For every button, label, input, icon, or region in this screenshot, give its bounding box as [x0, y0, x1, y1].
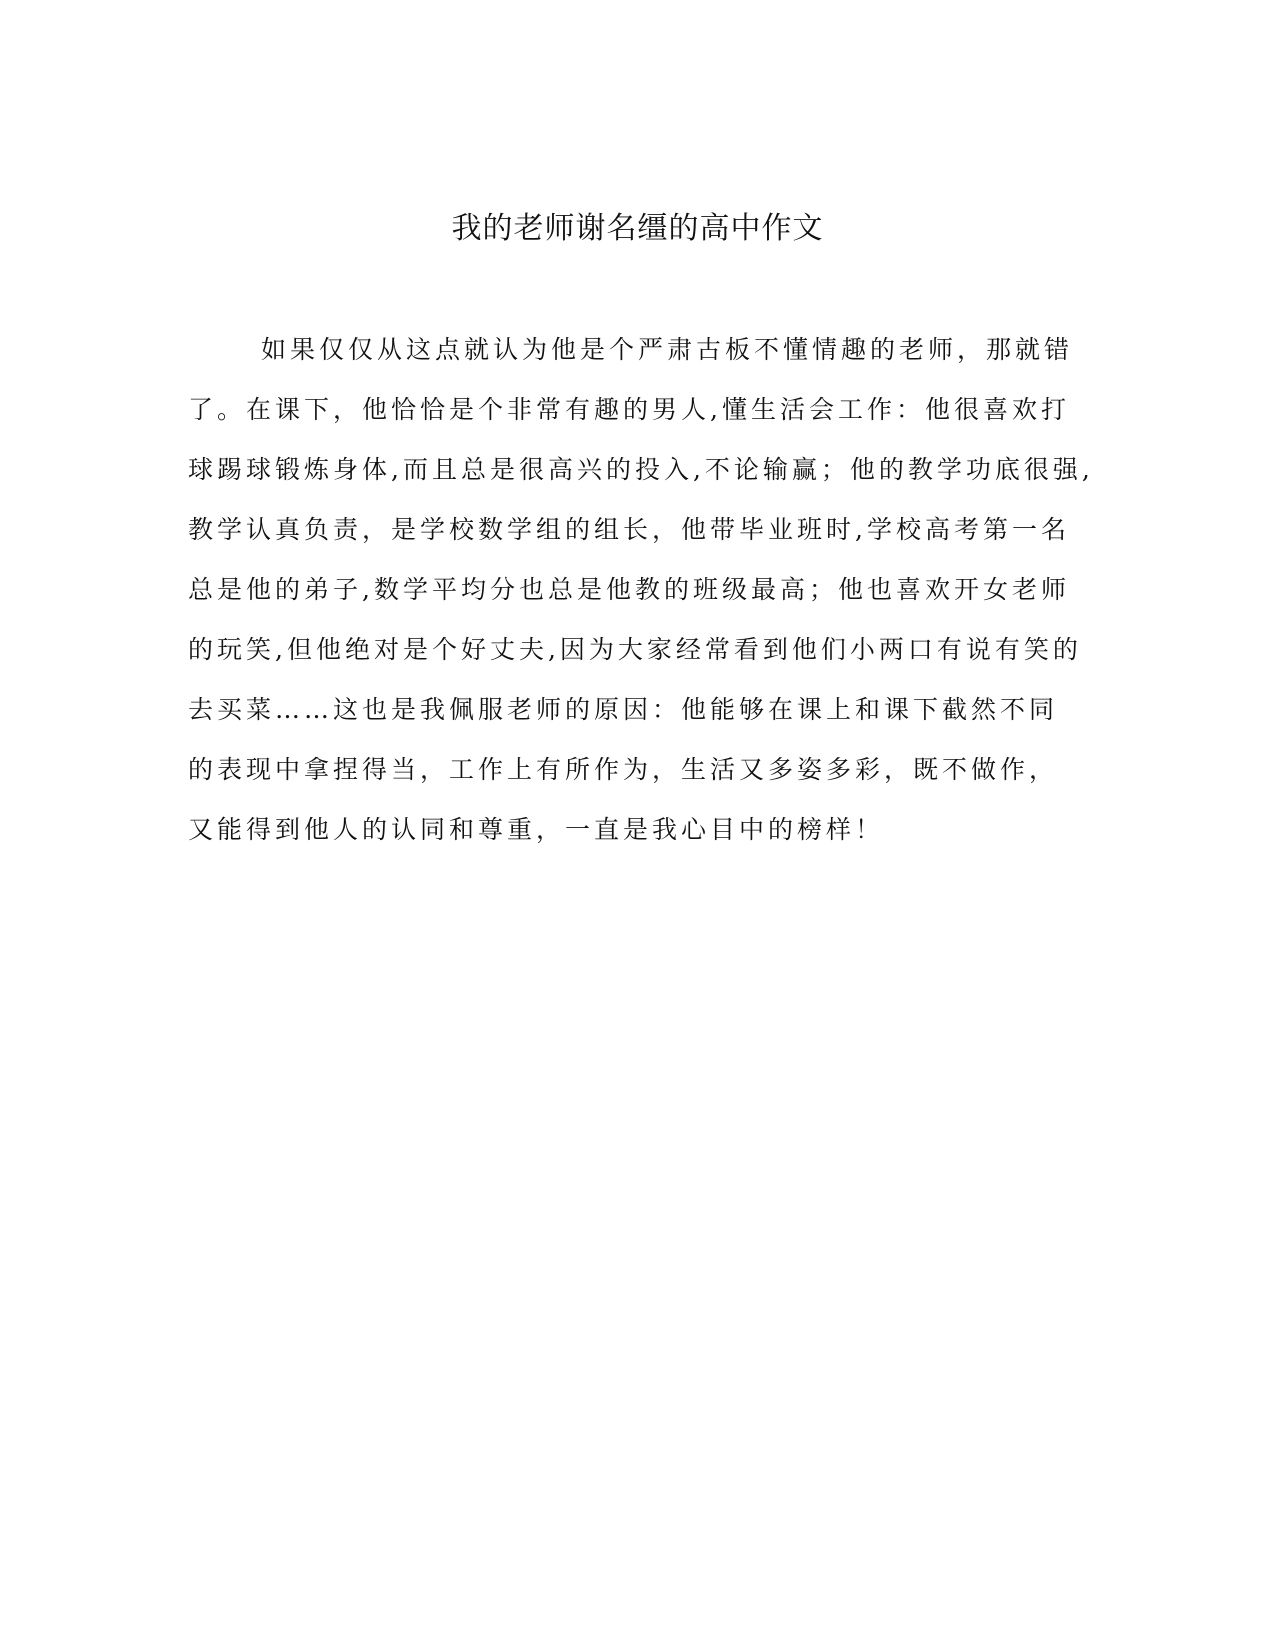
- paragraph-line-2: 了。在课下，他恰恰是个非常有趣的男人,懂生活会工作：他很喜欢打: [188, 395, 1070, 424]
- document-title: 我的老师谢名缰的高中作文: [451, 211, 824, 246]
- paragraph-line-3: 球踢球锻炼身体,而且总是很高兴的投入,不论输赢；他的教学功底很强,: [188, 455, 1094, 484]
- paragraph-line-1: 如果仅仅从这点就认为他是个严肃古板不懂情趣的老师，那就错: [261, 335, 1074, 364]
- essay-paragraph: [188, 330, 1094, 870]
- paragraph-line-7: 去买菜……这也是我佩服老师的原因：他能够在课上和课下截然不同: [188, 695, 1059, 724]
- paragraph-line-4: 教学认真负责，是学校数学组的组长，他带毕业班时,学校高考第一名: [188, 515, 1070, 544]
- paragraph-line-9: 又能得到他人的认同和尊重，一直是我心目中的榜样！: [188, 815, 885, 844]
- paragraph-line-5: 总是他的弟子,数学平均分也总是他教的班级最高；他也喜欢开女老师: [188, 575, 1070, 604]
- paragraph-line-8: 的表现中拿捏得当，工作上有所作为，生活又多姿多彩，既不做作，: [188, 755, 1059, 784]
- paragraph-line-6: 的玩笑,但他绝对是个好丈夫,因为大家经常看到他们小两口有说有笑的: [188, 635, 1082, 664]
